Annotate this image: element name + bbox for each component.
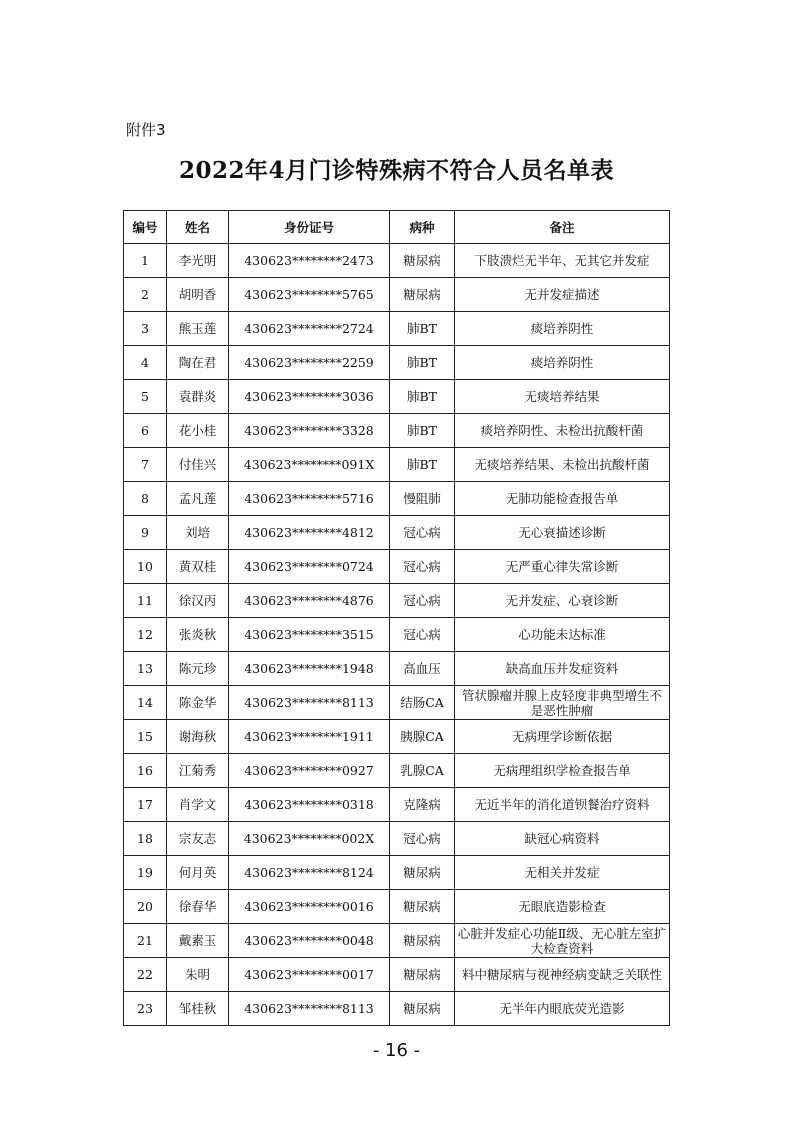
table-row bbox=[124, 686, 670, 720]
table-row bbox=[124, 550, 670, 584]
cell-name: 熊玉莲 bbox=[167, 312, 229, 346]
cell-id-number: 430623********0048 bbox=[229, 924, 390, 958]
cell-note: 痰培养阴性 bbox=[455, 312, 670, 346]
cell-disease: 糖尿病 bbox=[390, 890, 455, 924]
cell-disease: 结肠CA bbox=[390, 686, 455, 720]
cell-disease: 乳腺CA bbox=[390, 754, 455, 788]
cell-id-number: 430623********0724 bbox=[229, 550, 390, 584]
cell-id-number: 430623********0927 bbox=[229, 754, 390, 788]
cell-disease: 肺BT bbox=[390, 380, 455, 414]
cell-id-number: 430623********3036 bbox=[229, 380, 390, 414]
cell-note: 无近半年的消化道钡餐治疗资料 bbox=[455, 788, 670, 822]
table-body bbox=[124, 244, 670, 1026]
cell-note: 无痰培养结果 bbox=[455, 380, 670, 414]
cell-no: 18 bbox=[124, 822, 167, 856]
cell-note: 心功能未达标准 bbox=[455, 618, 670, 652]
table-row bbox=[124, 380, 670, 414]
table-row bbox=[124, 448, 670, 482]
cell-id-number: 430623********0016 bbox=[229, 890, 390, 924]
table-row bbox=[124, 618, 670, 652]
cell-name: 徐汉丙 bbox=[167, 584, 229, 618]
cell-id-number: 430623********8124 bbox=[229, 856, 390, 890]
cell-no: 2 bbox=[124, 278, 167, 312]
table-row bbox=[124, 924, 670, 958]
cell-id-number: 430623********3515 bbox=[229, 618, 390, 652]
cell-id-number: 430623********2724 bbox=[229, 312, 390, 346]
cell-id-number: 430623********3328 bbox=[229, 414, 390, 448]
table-row bbox=[124, 788, 670, 822]
table-row bbox=[124, 516, 670, 550]
cell-disease: 糖尿病 bbox=[390, 278, 455, 312]
cell-note: 无并发症描述 bbox=[455, 278, 670, 312]
cell-disease: 冠心病 bbox=[390, 584, 455, 618]
cell-note: 痰培养阴性 bbox=[455, 346, 670, 380]
cell-name: 邹桂秋 bbox=[167, 992, 229, 1026]
cell-no: 15 bbox=[124, 720, 167, 754]
cell-name: 黄双桂 bbox=[167, 550, 229, 584]
cell-no: 22 bbox=[124, 958, 167, 992]
cell-id-number: 430623********5716 bbox=[229, 482, 390, 516]
cell-disease: 冠心病 bbox=[390, 618, 455, 652]
cell-disease: 糖尿病 bbox=[390, 992, 455, 1026]
cell-name: 徐春华 bbox=[167, 890, 229, 924]
cell-note: 管状腺瘤并腺上皮轻度非典型增生不是恶性肿瘤 bbox=[455, 686, 670, 720]
cell-no: 5 bbox=[124, 380, 167, 414]
header-disease: 病种 bbox=[390, 211, 455, 244]
table-row bbox=[124, 346, 670, 380]
cell-disease: 克隆病 bbox=[390, 788, 455, 822]
table-row bbox=[124, 414, 670, 448]
cell-name: 陈元珍 bbox=[167, 652, 229, 686]
cell-note: 料中糖尿病与视神经病变缺乏关联性 bbox=[455, 958, 670, 992]
cell-disease: 肺BT bbox=[390, 448, 455, 482]
cell-name: 宗友志 bbox=[167, 822, 229, 856]
cell-disease: 肺BT bbox=[390, 312, 455, 346]
cell-id-number: 430623********002X bbox=[229, 822, 390, 856]
cell-id-number: 430623********4812 bbox=[229, 516, 390, 550]
table-row bbox=[124, 992, 670, 1026]
attachment-label: 附件3 bbox=[126, 121, 166, 139]
cell-note: 无严重心律失常诊断 bbox=[455, 550, 670, 584]
cell-disease: 冠心病 bbox=[390, 822, 455, 856]
cell-disease: 糖尿病 bbox=[390, 924, 455, 958]
cell-note: 无心衰描述诊断 bbox=[455, 516, 670, 550]
page-number: - 16 - bbox=[372, 1040, 421, 1061]
cell-disease: 冠心病 bbox=[390, 516, 455, 550]
cell-note: 无痰培养结果、未检出抗酸杆菌 bbox=[455, 448, 670, 482]
cell-no: 8 bbox=[124, 482, 167, 516]
table-header-row bbox=[124, 211, 670, 244]
table-row bbox=[124, 822, 670, 856]
cell-id-number: 430623********091X bbox=[229, 448, 390, 482]
header-id: 身份证号 bbox=[229, 211, 390, 244]
cell-no: 10 bbox=[124, 550, 167, 584]
cell-id-number: 430623********1911 bbox=[229, 720, 390, 754]
cell-note: 无并发症、心衰诊断 bbox=[455, 584, 670, 618]
cell-note: 心脏并发症心功能Ⅱ级、无心脏左室扩大检查资料 bbox=[455, 924, 670, 958]
cell-id-number: 430623********4876 bbox=[229, 584, 390, 618]
roster-table bbox=[123, 210, 670, 1026]
cell-no: 6 bbox=[124, 414, 167, 448]
table-row bbox=[124, 856, 670, 890]
cell-name: 刘培 bbox=[167, 516, 229, 550]
cell-name: 袁群炎 bbox=[167, 380, 229, 414]
cell-no: 11 bbox=[124, 584, 167, 618]
cell-id-number: 430623********1948 bbox=[229, 652, 390, 686]
cell-no: 17 bbox=[124, 788, 167, 822]
cell-disease: 冠心病 bbox=[390, 550, 455, 584]
cell-id-number: 430623********8113 bbox=[229, 686, 390, 720]
cell-disease: 糖尿病 bbox=[390, 244, 455, 278]
cell-no: 7 bbox=[124, 448, 167, 482]
cell-note: 无相关并发症 bbox=[455, 856, 670, 890]
cell-id-number: 430623********0318 bbox=[229, 788, 390, 822]
cell-name: 朱明 bbox=[167, 958, 229, 992]
cell-id-number: 430623********2259 bbox=[229, 346, 390, 380]
header-no: 编号 bbox=[124, 211, 167, 244]
header-name: 姓名 bbox=[167, 211, 229, 244]
cell-disease: 糖尿病 bbox=[390, 958, 455, 992]
table-row bbox=[124, 958, 670, 992]
table-row bbox=[124, 754, 670, 788]
cell-no: 21 bbox=[124, 924, 167, 958]
cell-name: 李光明 bbox=[167, 244, 229, 278]
cell-no: 19 bbox=[124, 856, 167, 890]
cell-disease: 慢阻肺 bbox=[390, 482, 455, 516]
cell-note: 无半年内眼底荧光造影 bbox=[455, 992, 670, 1026]
cell-id-number: 430623********0017 bbox=[229, 958, 390, 992]
cell-note: 无病理组织学检查报告单 bbox=[455, 754, 670, 788]
page-title: 2022年4月门诊特殊病不符合人员名单表 bbox=[178, 157, 615, 184]
cell-name: 戴素玉 bbox=[167, 924, 229, 958]
cell-no: 13 bbox=[124, 652, 167, 686]
cell-note: 无肺功能检查报告单 bbox=[455, 482, 670, 516]
cell-id-number: 430623********2473 bbox=[229, 244, 390, 278]
header-note: 备注 bbox=[455, 211, 670, 244]
table-row bbox=[124, 278, 670, 312]
cell-name: 陈金华 bbox=[167, 686, 229, 720]
cell-name: 肖学文 bbox=[167, 788, 229, 822]
cell-no: 1 bbox=[124, 244, 167, 278]
cell-note: 下肢溃烂无半年、无其它并发症 bbox=[455, 244, 670, 278]
table-row bbox=[124, 244, 670, 278]
cell-name: 谢海秋 bbox=[167, 720, 229, 754]
table-row bbox=[124, 652, 670, 686]
cell-disease: 糖尿病 bbox=[390, 856, 455, 890]
table-row bbox=[124, 584, 670, 618]
cell-no: 3 bbox=[124, 312, 167, 346]
cell-id-number: 430623********5765 bbox=[229, 278, 390, 312]
table-row bbox=[124, 720, 670, 754]
cell-no: 23 bbox=[124, 992, 167, 1026]
cell-name: 陶在君 bbox=[167, 346, 229, 380]
cell-id-number: 430623********8113 bbox=[229, 992, 390, 1026]
cell-disease: 胰腺CA bbox=[390, 720, 455, 754]
cell-name: 江菊秀 bbox=[167, 754, 229, 788]
cell-no: 4 bbox=[124, 346, 167, 380]
cell-no: 16 bbox=[124, 754, 167, 788]
table-row bbox=[124, 312, 670, 346]
cell-disease: 肺BT bbox=[390, 414, 455, 448]
cell-note: 无眼底造影检查 bbox=[455, 890, 670, 924]
cell-note: 缺高血压并发症资料 bbox=[455, 652, 670, 686]
cell-no: 20 bbox=[124, 890, 167, 924]
cell-note: 缺冠心病资料 bbox=[455, 822, 670, 856]
cell-no: 12 bbox=[124, 618, 167, 652]
cell-note: 无病理学诊断依据 bbox=[455, 720, 670, 754]
cell-name: 孟凡莲 bbox=[167, 482, 229, 516]
cell-name: 何月英 bbox=[167, 856, 229, 890]
table-row bbox=[124, 482, 670, 516]
cell-name: 花小桂 bbox=[167, 414, 229, 448]
cell-name: 付佳兴 bbox=[167, 448, 229, 482]
cell-no: 9 bbox=[124, 516, 167, 550]
cell-name: 张炎秋 bbox=[167, 618, 229, 652]
table-row bbox=[124, 890, 670, 924]
cell-no: 14 bbox=[124, 686, 167, 720]
cell-disease: 高血压 bbox=[390, 652, 455, 686]
cell-name: 胡明香 bbox=[167, 278, 229, 312]
cell-note: 痰培养阴性、未检出抗酸杆菌 bbox=[455, 414, 670, 448]
cell-disease: 肺BT bbox=[390, 346, 455, 380]
